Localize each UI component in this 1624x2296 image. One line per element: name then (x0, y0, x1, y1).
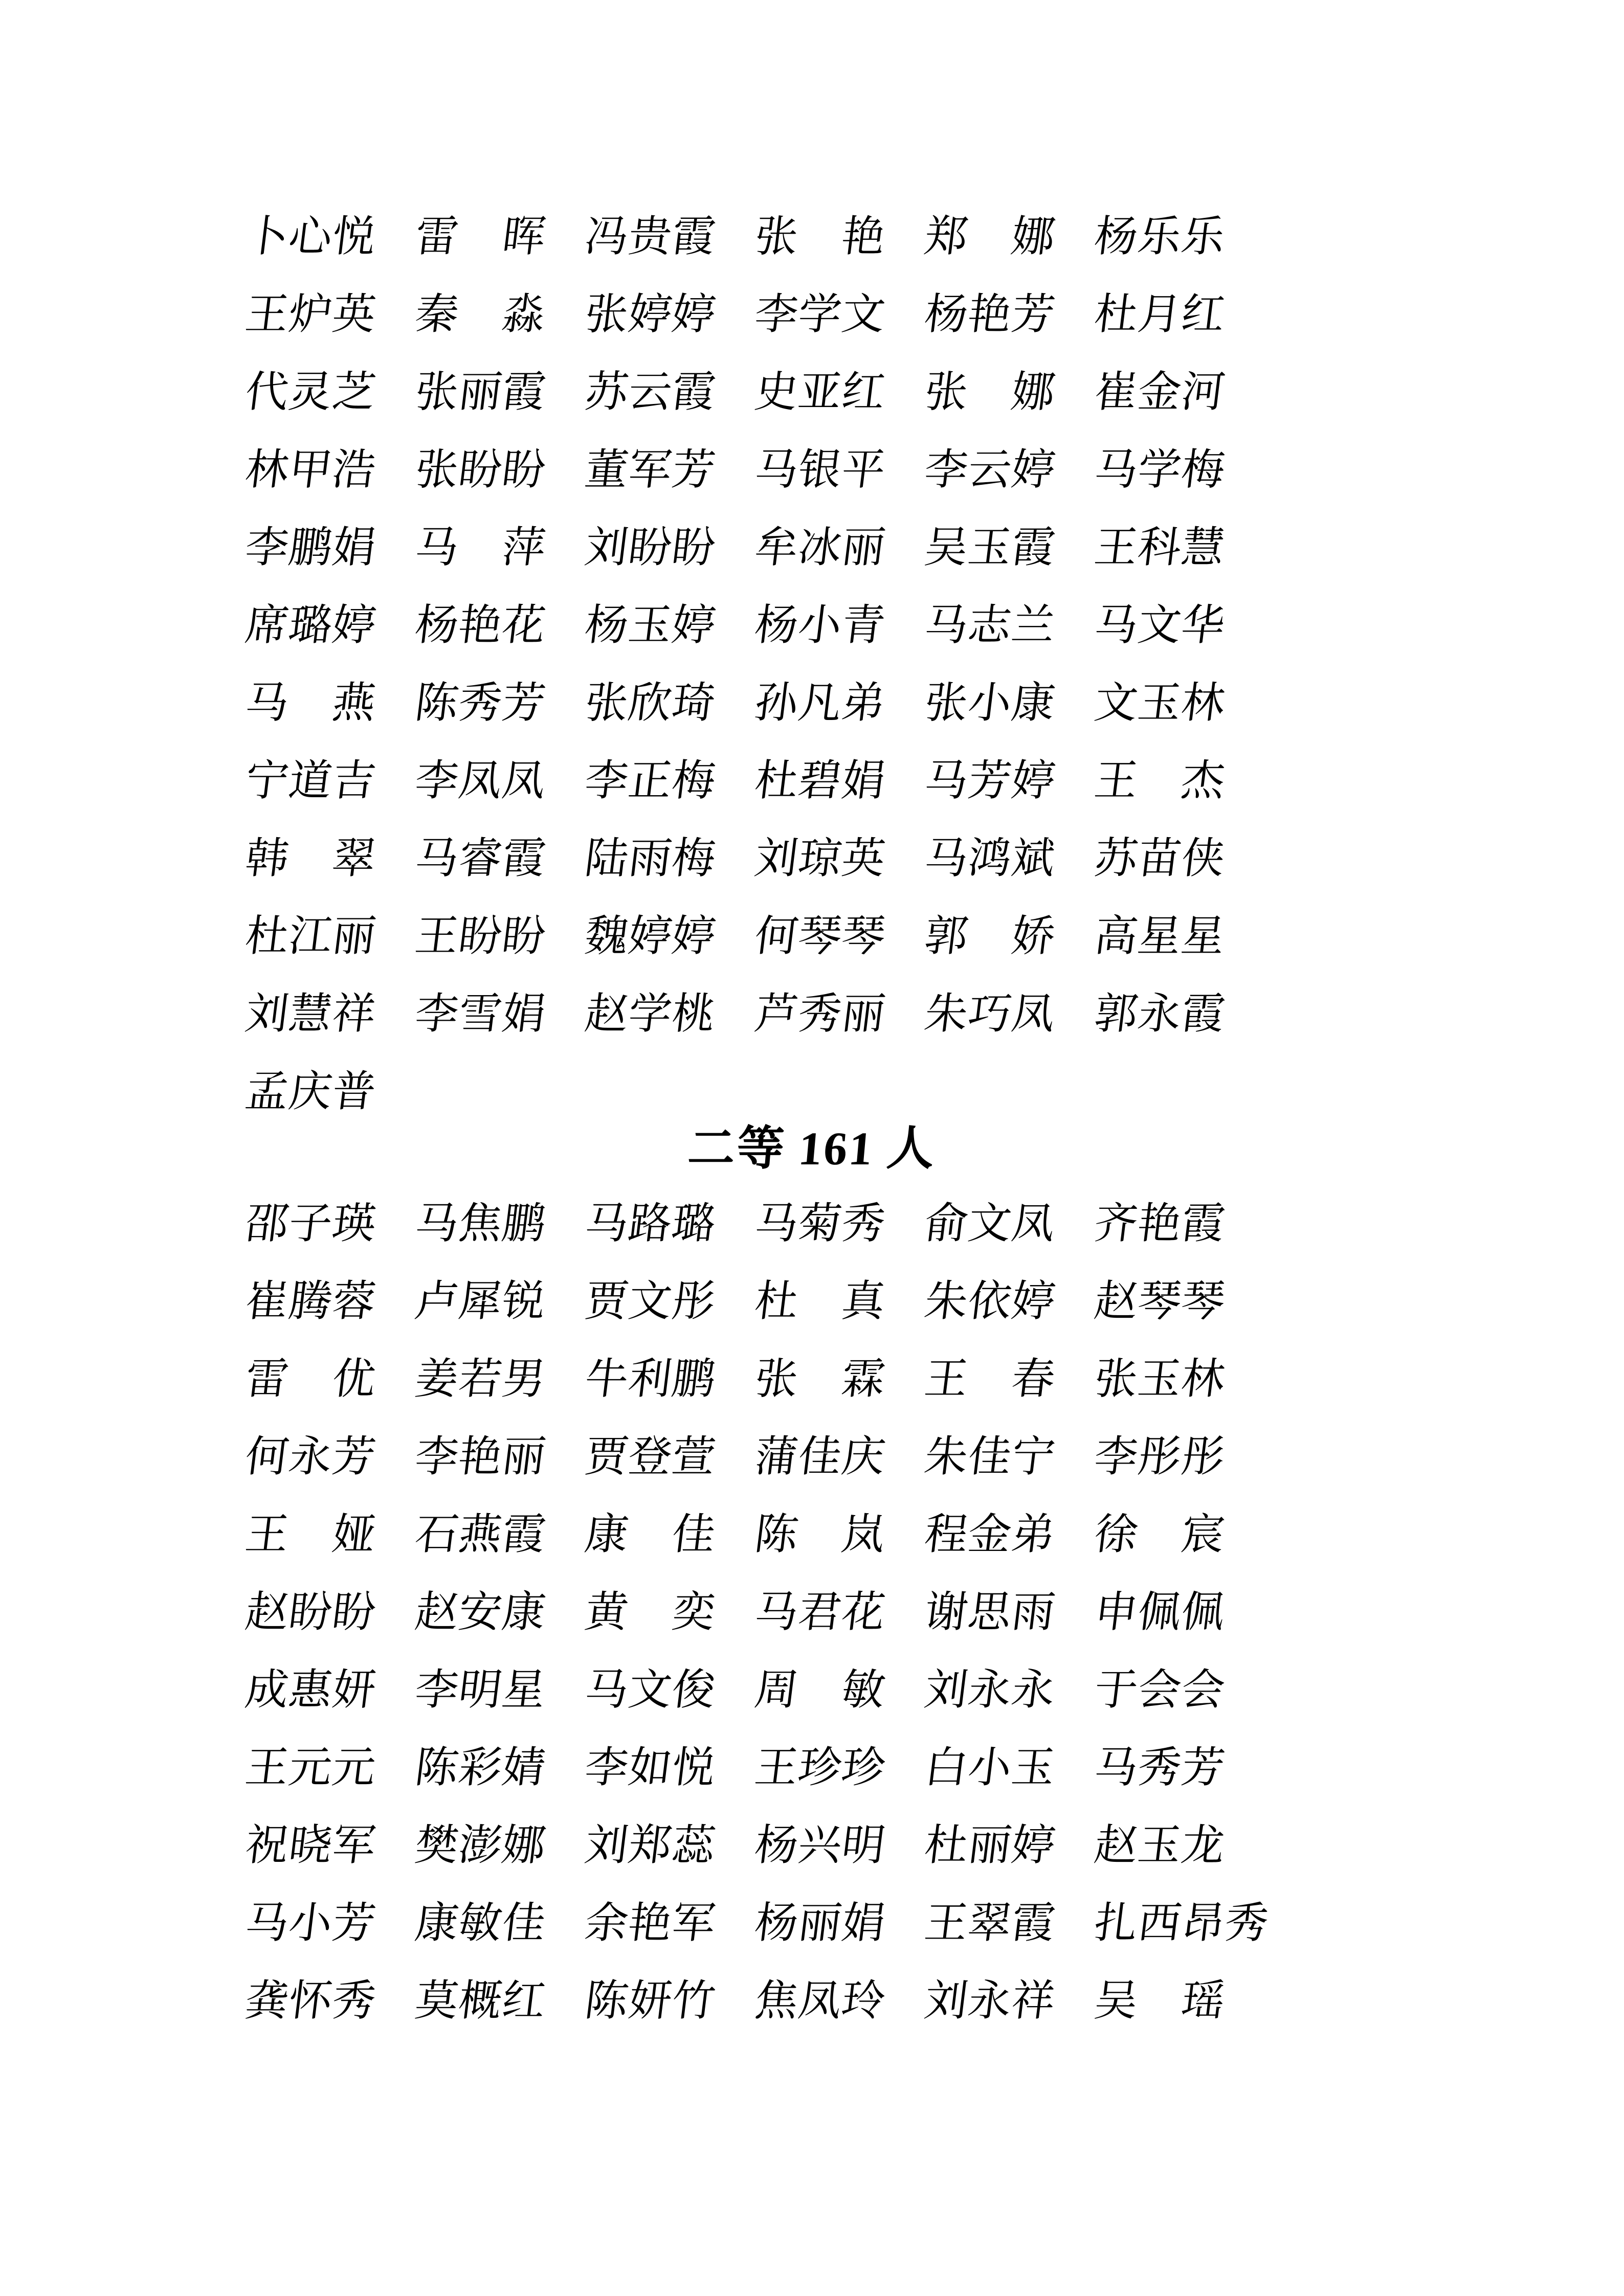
person-name: 龚怀秀 (242, 1977, 379, 2025)
person-name: 贾登萱 (582, 1433, 719, 1481)
person-name: 成惠妍 (242, 1667, 379, 1714)
person-name: 王盼盼 (412, 913, 549, 960)
person-name: 邵子瑛 (242, 1200, 379, 1248)
person-name: 张 霖 (752, 1356, 888, 1403)
person-name: 周 敏 (752, 1667, 888, 1714)
name-row (242, 1185, 1473, 1263)
person-name: 代灵芝 (242, 369, 379, 416)
person-name: 吴 瑶 (1092, 1977, 1228, 2025)
name-row (242, 1885, 1473, 1963)
person-name: 白小玉 (922, 1744, 1058, 1792)
person-name: 孙凡弟 (752, 680, 888, 727)
person-name: 石燕霞 (412, 1511, 549, 1559)
name-row (242, 432, 1473, 509)
person-name: 马小芳 (242, 1900, 379, 1947)
person-name: 李学文 (752, 291, 888, 339)
person-name: 张婷婷 (582, 291, 719, 339)
person-name: 孟庆普 (242, 1068, 379, 1116)
person-name: 谢思雨 (922, 1589, 1058, 1636)
person-name: 张盼盼 (412, 446, 549, 494)
name-row (242, 198, 1473, 276)
person-name: 马银平 (752, 446, 888, 494)
person-name: 姜若男 (412, 1356, 549, 1403)
name-row (242, 1652, 1473, 1729)
person-name: 刘琼英 (752, 835, 888, 883)
person-name: 扎西昂秀 (1092, 1900, 1272, 1947)
person-name: 吴玉霞 (922, 524, 1058, 572)
person-name: 杨玉婷 (582, 602, 719, 649)
person-name: 张丽霞 (412, 369, 549, 416)
person-name: 郭永霞 (1092, 991, 1228, 1038)
person-name: 冯贵霞 (582, 213, 719, 261)
person-name: 王 春 (922, 1356, 1058, 1403)
person-name: 程金弟 (922, 1511, 1058, 1559)
person-name: 芦秀丽 (752, 991, 888, 1038)
person-name: 秦 淼 (412, 291, 549, 339)
person-name: 李彤彤 (1092, 1433, 1228, 1481)
person-name: 史亚红 (752, 369, 888, 416)
person-name: 俞文凤 (922, 1200, 1058, 1248)
person-name: 马秀芳 (1092, 1744, 1228, 1792)
name-row (242, 1729, 1473, 1807)
person-name: 郭 娇 (922, 913, 1058, 960)
person-name: 王 杰 (1092, 757, 1228, 805)
person-name: 马文华 (1092, 602, 1228, 649)
person-name: 焦凤玲 (752, 1977, 888, 2025)
person-name: 牟冰丽 (752, 524, 888, 572)
name-row (242, 1496, 1473, 1574)
name-row (242, 276, 1473, 354)
person-name: 卢犀锐 (412, 1278, 549, 1325)
person-name: 席璐婷 (242, 602, 379, 649)
person-name: 杜月红 (1092, 291, 1228, 339)
person-name: 王炉英 (242, 291, 379, 339)
person-name: 何琴琴 (752, 913, 888, 960)
person-name: 于会会 (1092, 1667, 1228, 1714)
name-grid-section-first (242, 198, 1473, 1131)
person-name: 刘慧祥 (242, 991, 379, 1038)
person-name: 王科慧 (1092, 524, 1228, 572)
name-row (242, 587, 1473, 665)
person-name: 余艳军 (582, 1900, 719, 1947)
person-name: 康 佳 (582, 1511, 719, 1559)
person-name: 陈彩婧 (412, 1744, 549, 1792)
person-name: 王 娅 (242, 1511, 379, 1559)
person-name: 康敏佳 (412, 1900, 549, 1947)
person-name: 朱巧凤 (922, 991, 1058, 1038)
person-name: 杜江丽 (242, 913, 379, 960)
person-name: 李云婷 (922, 446, 1058, 494)
name-row (242, 665, 1473, 742)
person-name: 杨艳花 (412, 602, 549, 649)
person-name: 杜碧娟 (752, 757, 888, 805)
name-row (242, 1341, 1473, 1419)
person-name: 赵盼盼 (242, 1589, 379, 1636)
person-name: 齐艳霞 (1092, 1200, 1228, 1248)
person-name: 韩 翠 (242, 835, 379, 883)
person-name: 徐 宸 (1092, 1511, 1228, 1559)
person-name: 魏婷婷 (582, 913, 719, 960)
person-name: 申佩佩 (1092, 1589, 1228, 1636)
person-name: 郑 娜 (922, 213, 1058, 261)
person-name: 贾文彤 (582, 1278, 719, 1325)
person-name: 马学梅 (1092, 446, 1228, 494)
person-name: 雷 晖 (412, 213, 549, 261)
person-name: 马志兰 (922, 602, 1058, 649)
person-name: 赵学桃 (582, 991, 719, 1038)
name-row (242, 354, 1473, 432)
person-name: 赵安康 (412, 1589, 549, 1636)
person-name: 王元元 (242, 1744, 379, 1792)
person-name: 马芳婷 (922, 757, 1058, 805)
section-heading: 二等 161 人 (686, 1122, 939, 1175)
person-name: 李明星 (412, 1667, 549, 1714)
person-name: 杜 真 (752, 1278, 888, 1325)
person-name: 李雪娟 (412, 991, 549, 1038)
person-name: 朱佳宁 (922, 1433, 1058, 1481)
person-name: 崔腾蓉 (242, 1278, 379, 1325)
name-row (242, 1574, 1473, 1652)
person-name: 刘永祥 (922, 1977, 1058, 2025)
person-name: 董军芳 (582, 446, 719, 494)
person-name: 张欣琦 (582, 680, 719, 727)
person-name: 牛利鹏 (582, 1356, 719, 1403)
person-name: 杨乐乐 (1092, 213, 1228, 261)
person-name: 林甲浩 (242, 446, 379, 494)
person-name: 朱依婷 (922, 1278, 1058, 1325)
person-name: 张 艳 (752, 213, 888, 261)
person-name: 杜丽婷 (922, 1822, 1058, 1870)
name-row (242, 820, 1473, 898)
person-name: 刘盼盼 (582, 524, 719, 572)
person-name: 苏云霞 (582, 369, 719, 416)
person-name: 宁道吉 (242, 757, 379, 805)
name-row (242, 1807, 1473, 1885)
person-name: 马路璐 (582, 1200, 719, 1248)
person-name: 雷 优 (242, 1356, 379, 1403)
person-name: 崔金河 (1092, 369, 1228, 416)
person-name: 李凤凤 (412, 757, 549, 805)
person-name: 杨小青 (752, 602, 888, 649)
person-name: 苏苗侠 (1092, 835, 1228, 883)
person-name: 刘永永 (922, 1667, 1058, 1714)
person-name: 张玉林 (1092, 1356, 1228, 1403)
name-row (242, 1263, 1473, 1341)
person-name: 王翠霞 (922, 1900, 1058, 1947)
person-name: 王珍珍 (752, 1744, 888, 1792)
person-name: 马 燕 (242, 680, 379, 727)
person-name: 张 娜 (922, 369, 1058, 416)
person-name: 樊澎娜 (412, 1822, 549, 1870)
person-name: 何永芳 (242, 1433, 379, 1481)
person-name: 李艳丽 (412, 1433, 549, 1481)
person-name: 赵玉龙 (1092, 1822, 1228, 1870)
person-name: 马焦鹏 (412, 1200, 549, 1248)
person-name: 赵琴琴 (1092, 1278, 1228, 1325)
person-name: 马鸿斌 (922, 835, 1058, 883)
name-row (242, 976, 1473, 1053)
person-name: 李如悦 (582, 1744, 719, 1792)
name-row (242, 1963, 1473, 2040)
person-name: 马 萍 (412, 524, 549, 572)
name-row (242, 742, 1473, 820)
person-name: 马文俊 (582, 1667, 719, 1714)
name-grid-section-second (242, 1185, 1473, 2040)
person-name: 杨兴明 (752, 1822, 888, 1870)
person-name: 刘郑蕊 (582, 1822, 719, 1870)
person-name: 李鹏娟 (242, 524, 379, 572)
person-name: 黄 奕 (582, 1589, 719, 1636)
person-name: 马君花 (752, 1589, 888, 1636)
person-name: 张小康 (922, 680, 1058, 727)
person-name: 陈妍竹 (582, 1977, 719, 2025)
person-name: 祝晓军 (242, 1822, 379, 1870)
person-name: 莫概红 (412, 1977, 549, 2025)
person-name: 马菊秀 (752, 1200, 888, 1248)
name-row (242, 509, 1473, 587)
person-name: 蒲佳庆 (752, 1433, 888, 1481)
person-name: 马睿霞 (412, 835, 549, 883)
person-name: 高星星 (1092, 913, 1228, 960)
name-row (242, 1419, 1473, 1496)
name-row (242, 898, 1473, 976)
person-name: 杨艳芳 (922, 291, 1058, 339)
person-name: 陆雨梅 (582, 835, 719, 883)
person-name: 陈 岚 (752, 1511, 888, 1559)
name-row (242, 1053, 1473, 1131)
person-name: 卜心悦 (242, 213, 379, 261)
person-name: 李正梅 (582, 757, 719, 805)
person-name: 文玉林 (1092, 680, 1228, 727)
person-name: 杨丽娟 (752, 1900, 888, 1947)
person-name: 陈秀芳 (412, 680, 549, 727)
